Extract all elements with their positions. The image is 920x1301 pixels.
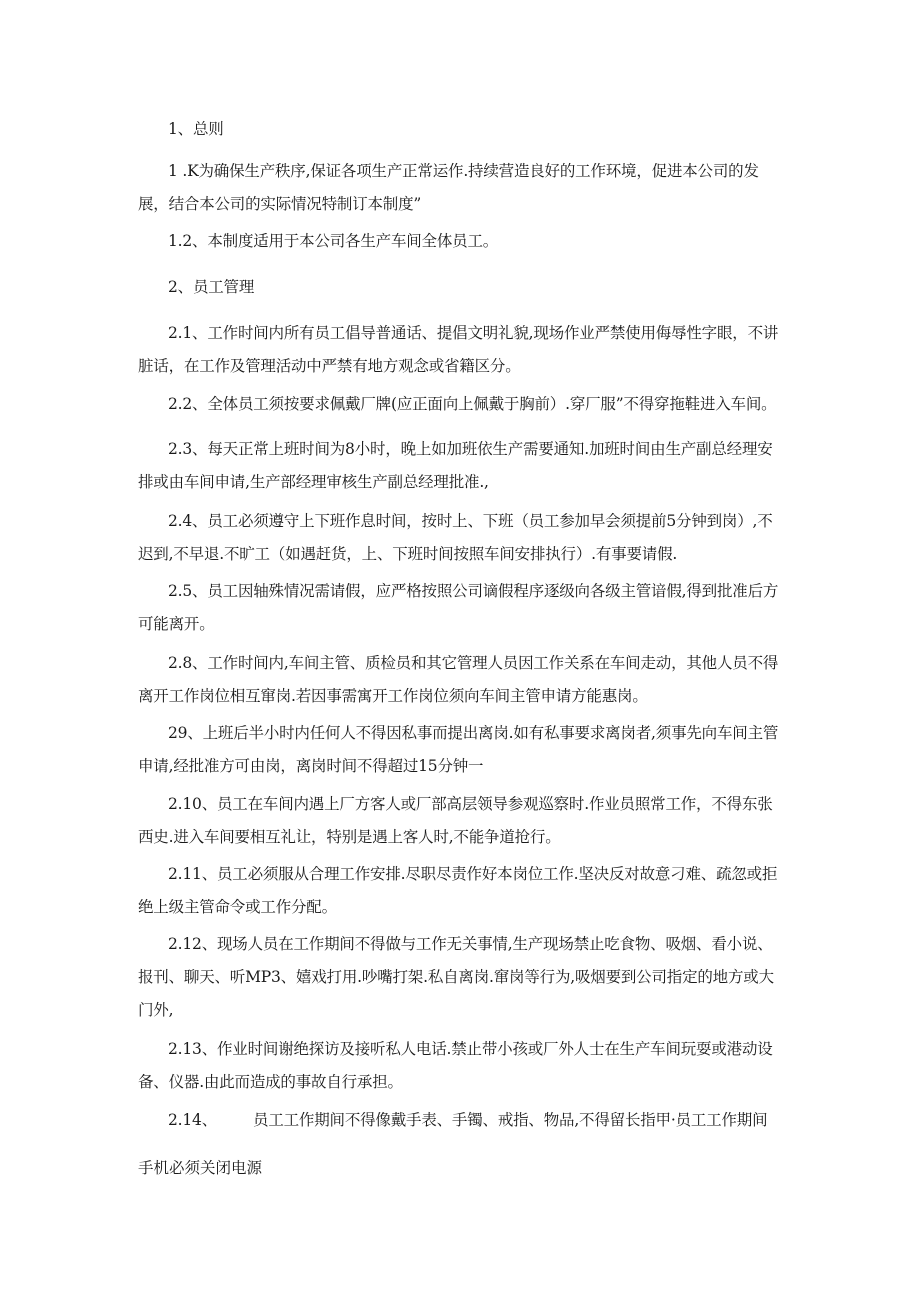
paragraph-text: 手机必须关闭电源 [138,1159,263,1177]
paragraph-1-2 [138,225,782,258]
paragraph-2-3 [138,433,782,499]
paragraph-1-1 [138,155,782,221]
section-heading-text: 2、员工管理 [168,278,255,296]
section-heading-general [138,113,782,146]
paragraph-text: 2.12、现场人员在工作期间不得做与工作无关事情,生产现场禁止吃食物、吸烟、看小说、报刊、聊天、听MP3、嬉戏打用.吵嘴打架.私自离岗.窜岗等行为,吸烟要到公司指定的地方或大门外, [138,935,774,1019]
paragraph-2-8 [138,647,782,713]
paragraph-2-14 [138,1104,782,1137]
paragraph-2-11 [138,858,782,924]
paragraph-text: 1.2、本制度适用于本公司各生产车间全体员工。 [168,232,499,250]
paragraph-2-10 [138,788,782,854]
paragraph-2-2 [138,388,782,421]
paragraph-text: 2.13、作业时间谢绝探访及接听私人电话.禁止带小孩或厂外人士在生产车间玩耍或港动设备、仪器.由此而造成的事故自行承担。 [138,1040,773,1091]
section-heading-staff [138,271,782,304]
paragraph-text: 2.1、工作时间内所有员工倡导普通话、提倡文明礼貌,现场作业严禁使用侮辱性字眼，不讲脏话，在工作及管理活动中严禁有地方观念或省籍区分。 [138,324,779,375]
paragraph-text: 2.10、员工在车间内遇上厂方客人或厂部高层领导参观巡察时.作业员照常工作，不得东张西史.进入车间要相互礼让，特别是遇上客人时,不能争道抢行。 [138,795,773,846]
section-heading-text: 1、总则 [168,120,224,138]
paragraph-2-12 [138,928,782,1027]
paragraph-text: 1 .K为确保生产秩序,保证各项生产正常运作.持续营造良好的工作环境，促进本公司的发展，结合本公司的实际情况特制订本制度” [138,162,759,213]
paragraph-text: 2.4、员工必须遵守上下班作息时间，按时上、下班（员工参加早会须提前5分钟到岗）,不迟到,不早退.不旷工（如遇赶货，上、下班时间按照车间安排执行）.有事要请假. [138,512,773,563]
paragraph-2-1 [138,317,782,383]
paragraph-text: 29、上班后半小时内任何人不得因私事而提出离岗.如有私事要求离岗者,须事先向车间主管申请,经批准方可由岗，离岗时间不得超过15分钟一 [138,724,779,775]
paragraph-text: 员工工作期间不得像戴手表、手镯、戒指、物品,不得留长指甲·员工工作期间 [253,1111,768,1129]
paragraph-2-13 [138,1033,782,1099]
paragraph-number: 2.14、 [168,1111,218,1129]
paragraph-2-4 [138,505,782,571]
paragraph-text: 2.3、每天正常上班时间为8小时，晚上如加班依生产需要通知.加班时间由生产副总经理安排或由车间申请,生产部经理审核生产副总经理批准., [138,440,773,491]
paragraph-text: 2.11、员工必须服从合理工作安排.尽职尽责作好本岗位工作.坚决反对故意刁难、疏忽或拒绝上级主管命令或工作分配。 [138,865,778,916]
paragraph-text: 2.5、员工因轴殊情况需请假，应严格按照公司谪假程序逐级向各级主管谙假,得到批准后方可能离开。 [138,582,779,633]
paragraph-text: 2.8、工作时间内,车间主管、质检员和其它管理人员因工作关系在车间走动，其他人员不得离开工作岗位相互窜岗.若因事需寓开工作岗位须向车间主管申请方能惠岗。 [138,654,779,705]
paragraph-2-5 [138,575,782,641]
paragraph-2-9 [138,717,782,783]
paragraph-text: 2.2、全体员工须按要求佩戴厂牌(应正面向上佩戴于胸前）.穿厂服”不得穿拖鞋进入车间。 [168,395,777,413]
paragraph-2-14-continuation [138,1152,262,1185]
